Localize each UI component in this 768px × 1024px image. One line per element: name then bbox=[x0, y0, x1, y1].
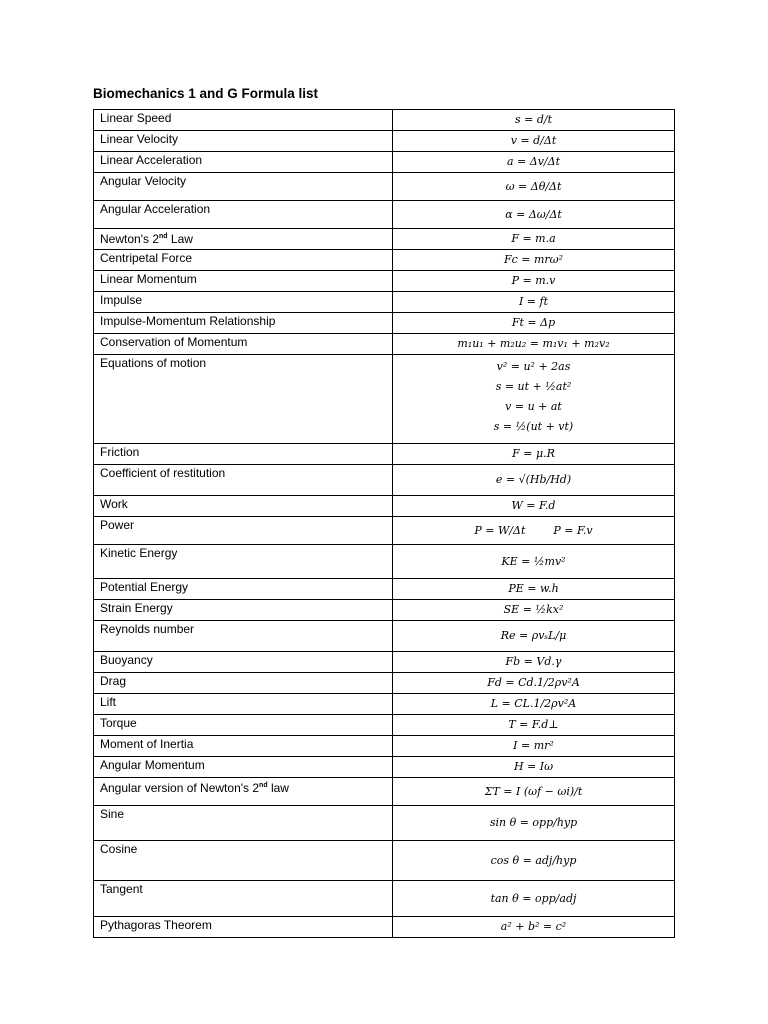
formula-expression: a = Δv/Δt bbox=[507, 155, 560, 168]
table-row bbox=[94, 229, 675, 250]
label-text: Law bbox=[167, 232, 193, 246]
formula-cell bbox=[393, 313, 675, 334]
formula-label: Coefficient of restitution bbox=[94, 465, 393, 496]
formula-expression: SE = ½kx² bbox=[503, 603, 564, 616]
formula-expression: KE = ½mv² bbox=[501, 554, 566, 568]
table-row bbox=[94, 334, 675, 355]
formula-label: Linear Velocity bbox=[94, 131, 393, 152]
formula-cell bbox=[393, 271, 675, 292]
table-row bbox=[94, 250, 675, 271]
formula-label: Linear Acceleration bbox=[94, 152, 393, 173]
formula-label: Conservation of Momentum bbox=[94, 334, 393, 355]
formula-expression: T = F.d⊥ bbox=[508, 718, 559, 731]
formula-cell bbox=[393, 334, 675, 355]
formula-label: Reynolds number bbox=[94, 621, 393, 652]
table-row bbox=[94, 841, 675, 881]
table-row bbox=[94, 545, 675, 579]
formula-cell bbox=[393, 841, 675, 881]
formula-expression: I = mr² bbox=[513, 739, 554, 752]
formula-label: Work bbox=[94, 496, 393, 517]
formula-label: Angular Acceleration bbox=[94, 201, 393, 229]
formula-expression: Re = ρvₛL/μ bbox=[500, 629, 567, 642]
formula-expression: Fd = Cd.1/2ρv²A bbox=[487, 676, 580, 689]
formula-cell bbox=[393, 496, 675, 517]
formula-label: Impulse-Momentum Relationship bbox=[94, 313, 393, 334]
formula-expression: F = m.a bbox=[511, 232, 556, 245]
formula-label: Linear Speed bbox=[94, 110, 393, 131]
table-row bbox=[94, 465, 675, 496]
formula-cell bbox=[393, 444, 675, 465]
formula-expression: ω = Δθ/Δt bbox=[505, 179, 562, 193]
formula-expression: s = ½(ut + vt) bbox=[493, 420, 574, 433]
formula-expression: v = u + at bbox=[505, 400, 562, 413]
formula-label: Impulse bbox=[94, 292, 393, 313]
formula-cell bbox=[393, 517, 675, 545]
table-row bbox=[94, 652, 675, 673]
formula-expression: cos θ = adj/hyp bbox=[490, 853, 577, 867]
formula-cell bbox=[393, 250, 675, 271]
table-row bbox=[94, 778, 675, 806]
formula-label bbox=[94, 778, 393, 806]
formula-cell bbox=[393, 152, 675, 173]
table-row bbox=[94, 917, 675, 938]
formula-cell bbox=[393, 465, 675, 496]
formula-label: Linear Momentum bbox=[94, 271, 393, 292]
formula-expression: e = √(Hb/Hd) bbox=[495, 473, 572, 486]
table-row bbox=[94, 673, 675, 694]
label-text: law bbox=[267, 781, 289, 795]
formula-expression: PE = w.h bbox=[508, 582, 559, 595]
formula-label: Pythagoras Theorem bbox=[94, 917, 393, 938]
formula-expression: a² + b² = c² bbox=[500, 920, 567, 933]
table-row bbox=[94, 444, 675, 465]
formula-cell bbox=[393, 545, 675, 579]
formula-expression: F = μ.R bbox=[512, 447, 555, 460]
formula-cell bbox=[393, 600, 675, 621]
formula-label: Buoyancy bbox=[94, 652, 393, 673]
table-row bbox=[94, 715, 675, 736]
table-row bbox=[94, 517, 675, 545]
table-row bbox=[94, 736, 675, 757]
formula-cell bbox=[393, 131, 675, 152]
table-row bbox=[94, 694, 675, 715]
formula-cell bbox=[393, 778, 675, 806]
table-row bbox=[94, 152, 675, 173]
formula-label: Cosine bbox=[94, 841, 393, 881]
formula-cell bbox=[393, 673, 675, 694]
label-text: Newton's 2 bbox=[100, 232, 159, 246]
formula-expression: P = m.v bbox=[511, 274, 556, 287]
formula-cell bbox=[393, 881, 675, 917]
table-row bbox=[94, 806, 675, 841]
formula-label: Potential Energy bbox=[94, 579, 393, 600]
formula-expression: v² = u² + 2as bbox=[496, 360, 571, 373]
formula-expression: P = W/Δt P = F.v bbox=[474, 523, 593, 537]
formula-cell bbox=[393, 173, 675, 201]
formula-cell bbox=[393, 110, 675, 131]
formula-table-body bbox=[94, 110, 675, 938]
table-row bbox=[94, 579, 675, 600]
formula-label: Moment of Inertia bbox=[94, 736, 393, 757]
formula-expression: Fc = mrω² bbox=[503, 253, 564, 266]
formula-expression: L = CL.1/2ρv²A bbox=[490, 697, 577, 710]
formula-expression: s = ut + ½at² bbox=[495, 380, 572, 393]
table-row bbox=[94, 131, 675, 152]
formula-expression: W = F.d bbox=[511, 499, 556, 512]
formula-cell bbox=[393, 579, 675, 600]
formula-cell bbox=[393, 201, 675, 229]
label-text: Angular version of Newton's 2 bbox=[100, 781, 260, 795]
formula-cell bbox=[393, 917, 675, 938]
formula-label: Equations of motion bbox=[94, 355, 393, 444]
ordinal-suffix: nd bbox=[159, 233, 168, 240]
formula-cell bbox=[393, 715, 675, 736]
table-row bbox=[94, 621, 675, 652]
formula-label: Angular Momentum bbox=[94, 757, 393, 778]
table-row bbox=[94, 496, 675, 517]
formula-label: Power bbox=[94, 517, 393, 545]
table-row bbox=[94, 271, 675, 292]
formula-cell bbox=[393, 757, 675, 778]
formula-cell bbox=[393, 292, 675, 313]
formula-expression: Fb = Vd.γ bbox=[505, 655, 562, 668]
formula-label: Sine bbox=[94, 806, 393, 841]
table-row bbox=[94, 201, 675, 229]
formula-expression: v = d/Δt bbox=[510, 134, 557, 147]
formula-expression: α = Δω/Δt bbox=[505, 207, 562, 221]
formula-label: Centripetal Force bbox=[94, 250, 393, 271]
formula-table bbox=[93, 109, 675, 938]
table-row bbox=[94, 757, 675, 778]
formula-cell bbox=[393, 355, 675, 444]
formula-label: Angular Velocity bbox=[94, 173, 393, 201]
table-row bbox=[94, 110, 675, 131]
ordinal-suffix: nd bbox=[259, 782, 268, 789]
table-row bbox=[94, 355, 675, 444]
formula-label: Kinetic Energy bbox=[94, 545, 393, 579]
formula-expression: sin θ = opp/hyp bbox=[489, 816, 578, 829]
table-row bbox=[94, 173, 675, 201]
formula-cell bbox=[393, 806, 675, 841]
table-row bbox=[94, 881, 675, 917]
table-row bbox=[94, 313, 675, 334]
formula-label: Drag bbox=[94, 673, 393, 694]
formula-expression: tan θ = opp/adj bbox=[490, 891, 577, 905]
formula-label: Lift bbox=[94, 694, 393, 715]
formula-cell bbox=[393, 229, 675, 250]
formula-expression: ΣT = I (ωf − ωi)/t bbox=[484, 784, 583, 798]
formula-cell bbox=[393, 694, 675, 715]
formula-cell bbox=[393, 736, 675, 757]
formula-expression: H = Iω bbox=[513, 760, 554, 773]
formula-label bbox=[94, 229, 393, 250]
formula-label: Friction bbox=[94, 444, 393, 465]
formula-expression: s = d/t bbox=[514, 113, 553, 126]
formula-expression: I = ft bbox=[518, 295, 549, 308]
table-row bbox=[94, 600, 675, 621]
formula-expression: m₁u₁ + m₂u₂ = m₁v₁ + m₂v₂ bbox=[457, 337, 610, 350]
formula-cell bbox=[393, 621, 675, 652]
formula-expression: Ft = Δp bbox=[511, 316, 556, 329]
formula-label: Tangent bbox=[94, 881, 393, 917]
table-row bbox=[94, 292, 675, 313]
formula-label: Strain Energy bbox=[94, 600, 393, 621]
document-title: Biomechanics 1 and G Formula list bbox=[93, 86, 319, 101]
formula-cell bbox=[393, 652, 675, 673]
formula-label: Torque bbox=[94, 715, 393, 736]
